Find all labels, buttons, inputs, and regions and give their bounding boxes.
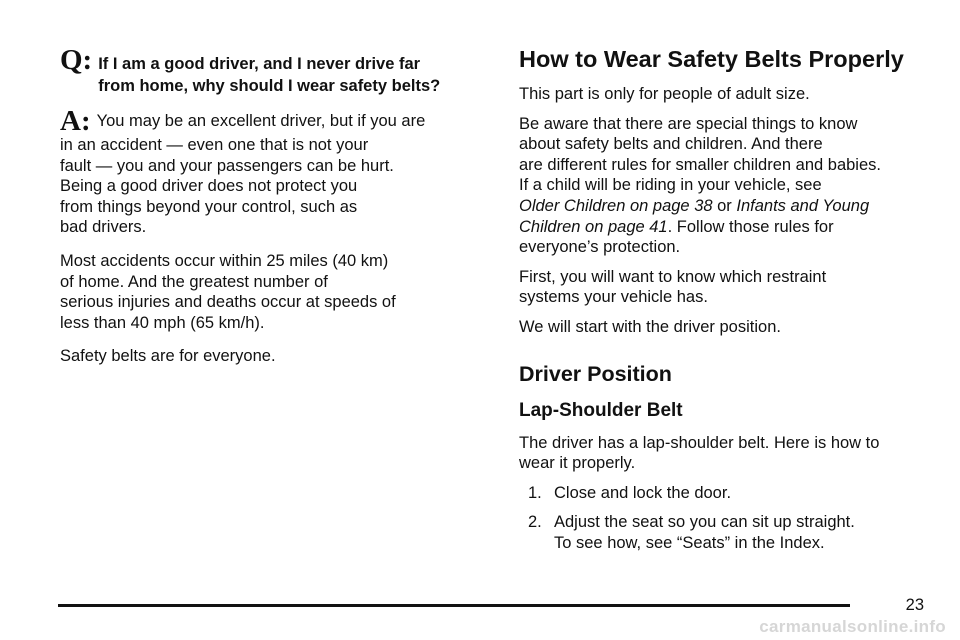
paragraph-line: serious injuries and deaths occur at speeds of [60, 293, 396, 312]
children-paragraph [519, 114, 929, 258]
paragraph-line: The driver has a lap-shoulder belt. Here is how to [519, 433, 880, 452]
answer-continuation [60, 135, 490, 367]
paragraph-line [519, 196, 929, 217]
answer-first-line: You may be an excellent driver, but if you are [96, 112, 426, 130]
adult-size-paragraph: This part is only for people of adult size. [519, 85, 810, 103]
answer-block [60, 107, 490, 135]
paragraph-line: everyone’s protection. [519, 238, 681, 257]
paragraph-line: wear it properly. [519, 454, 636, 473]
paragraph-line: First, you will want to know which restraint [519, 267, 827, 286]
restraint-paragraph [519, 267, 929, 308]
paragraph-text: . Follow those rules for [667, 217, 834, 236]
subsection-heading: Lap-Shoulder Belt [519, 399, 683, 421]
paragraph-line: are different rules for smaller children and babies. [519, 155, 881, 174]
step-number: 2. [528, 513, 542, 532]
cross-reference-link[interactable]: Older Children on page 38 [519, 196, 713, 215]
question-text [98, 46, 440, 97]
answer-line: from things beyond your control, such as [60, 197, 358, 216]
answer-paragraph-3: Safety belts are for everyone. [60, 347, 276, 366]
step-text [554, 512, 855, 553]
cross-reference-link[interactable]: Infants and Young [736, 196, 870, 215]
section-heading: Driver Position [519, 361, 672, 386]
answer-line: Being a good driver does not protect you [60, 177, 358, 196]
answer-line: fault — you and your passengers can be hurt. [60, 156, 394, 175]
paragraph-line: systems your vehicle has. [519, 288, 708, 307]
step-line: Adjust the seat so you can sit up straight. [554, 513, 855, 532]
answer-marker: A: [60, 105, 91, 137]
step-line: Close and lock the door. [554, 483, 732, 502]
safety-belt-column [519, 44, 929, 563]
paragraph-line: Most accidents occur within 25 miles (40 km) [60, 251, 389, 270]
paragraph-line: of home. And the greatest number of [60, 272, 328, 291]
page-title: How to Wear Safety Belts Properly [519, 46, 904, 72]
paragraph-line [519, 217, 929, 238]
question-block [60, 46, 490, 97]
page-number: 23 [905, 596, 924, 614]
paragraph-line: less than 40 mph (65 km/h). [60, 313, 265, 332]
step-line: To see how, see “Seats” in the Index. [554, 533, 825, 552]
lap-shoulder-paragraph [519, 433, 929, 474]
step-number: 1. [528, 483, 542, 502]
paragraph-line: Be aware that there are special things to know [519, 114, 858, 133]
paragraph-line: about safety belts and children. And there [519, 135, 823, 154]
watermark: carmanualsonline.info [759, 617, 946, 636]
question-line: If I am a good driver, and I never drive far [98, 55, 421, 73]
cross-reference-link[interactable]: Children on page 41 [519, 217, 668, 236]
question-marker: Q: [60, 44, 93, 76]
question-line: from home, why should I wear safety belts? [98, 77, 441, 95]
driver-start-paragraph: We will start with the driver position. [519, 317, 781, 336]
step-item [519, 512, 929, 553]
paragraph-line: If a child will be riding in your vehicle, see [519, 176, 822, 195]
answer-paragraph-2 [60, 251, 490, 333]
answer-line: in an accident — even one that is not your [60, 136, 369, 154]
or-text: or [712, 196, 737, 215]
answer-line: bad drivers. [60, 218, 147, 237]
qa-column [60, 46, 490, 367]
footer-rule [58, 604, 850, 607]
step-text [554, 483, 731, 504]
step-item [519, 483, 929, 504]
